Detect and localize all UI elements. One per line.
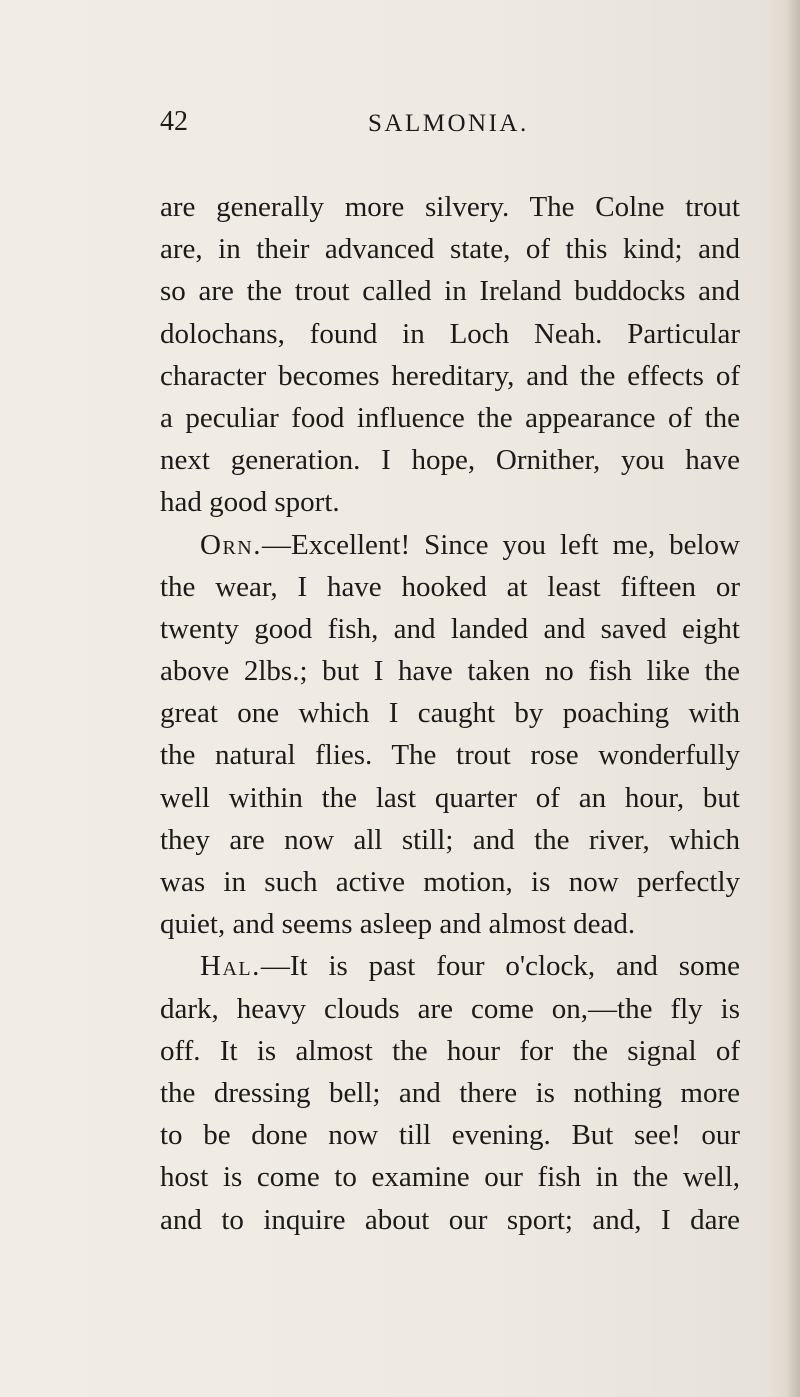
speech-text: —Excellent! Since you left me, below <box>261 528 740 561</box>
text-line: dark, heavy clouds are come on,—the fly is <box>160 992 740 1025</box>
page-header <box>160 106 720 146</box>
text-line: quiet, and seems asleep and almost dead. <box>160 908 636 941</box>
speech-text: —It is past four o'clock, and some <box>260 950 740 983</box>
text-line: the dressing bell; and there is nothing more <box>160 1076 740 1109</box>
text-line: host is come to examine our fish in the well, <box>160 1161 740 1194</box>
text-line: the wear, I have hooked at least fifteen or <box>160 570 740 603</box>
text-line: had good sport. <box>160 486 340 519</box>
text-line: the natural flies. The trout rose wonderfully <box>160 739 740 772</box>
text-line: to be done now till evening. But see! our <box>160 1119 740 1152</box>
text-line: twenty good fish, and landed and saved eight <box>160 612 740 645</box>
text-line: off. It is almost the hour for the signal of <box>160 1034 740 1067</box>
text-line: well within the last quarter of an hour, but <box>160 781 740 814</box>
page-number: 42 <box>160 106 188 137</box>
running-head: SALMONIA. <box>368 110 529 137</box>
text-line: was in such active motion, is now perfectly <box>160 866 740 898</box>
text-line: are, in their advanced state, of this kind; and <box>160 233 740 266</box>
page-edge-shadow <box>786 0 800 1397</box>
text-line: above 2lbs.; but I have taken no fish like the <box>160 655 740 688</box>
speaker-name-hal: Hal. <box>200 950 261 983</box>
body-text <box>160 186 740 1241</box>
text-line: they are now all still; and the river, which <box>160 823 740 856</box>
text-line: next generation. I hope, Ornither, you have <box>160 444 740 477</box>
text-line: are generally more silvery. The Colne trout <box>160 191 740 223</box>
text-line: a peculiar food influence the appearance of the <box>160 401 740 434</box>
text-line: great one which I caught by poaching with <box>160 697 740 730</box>
speech-line-orn <box>160 524 740 566</box>
text-line: and to inquire about our sport; and, I dare <box>160 1203 740 1236</box>
text-line: character becomes hereditary, and the effects of <box>160 359 740 392</box>
text-line: dolochans, found in Loch Neah. Particular <box>160 317 740 350</box>
text-line: so are the trout called in Ireland buddocks and <box>160 275 740 308</box>
speaker-name-orn: Orn. <box>200 528 262 561</box>
speech-line-hal <box>160 945 740 987</box>
